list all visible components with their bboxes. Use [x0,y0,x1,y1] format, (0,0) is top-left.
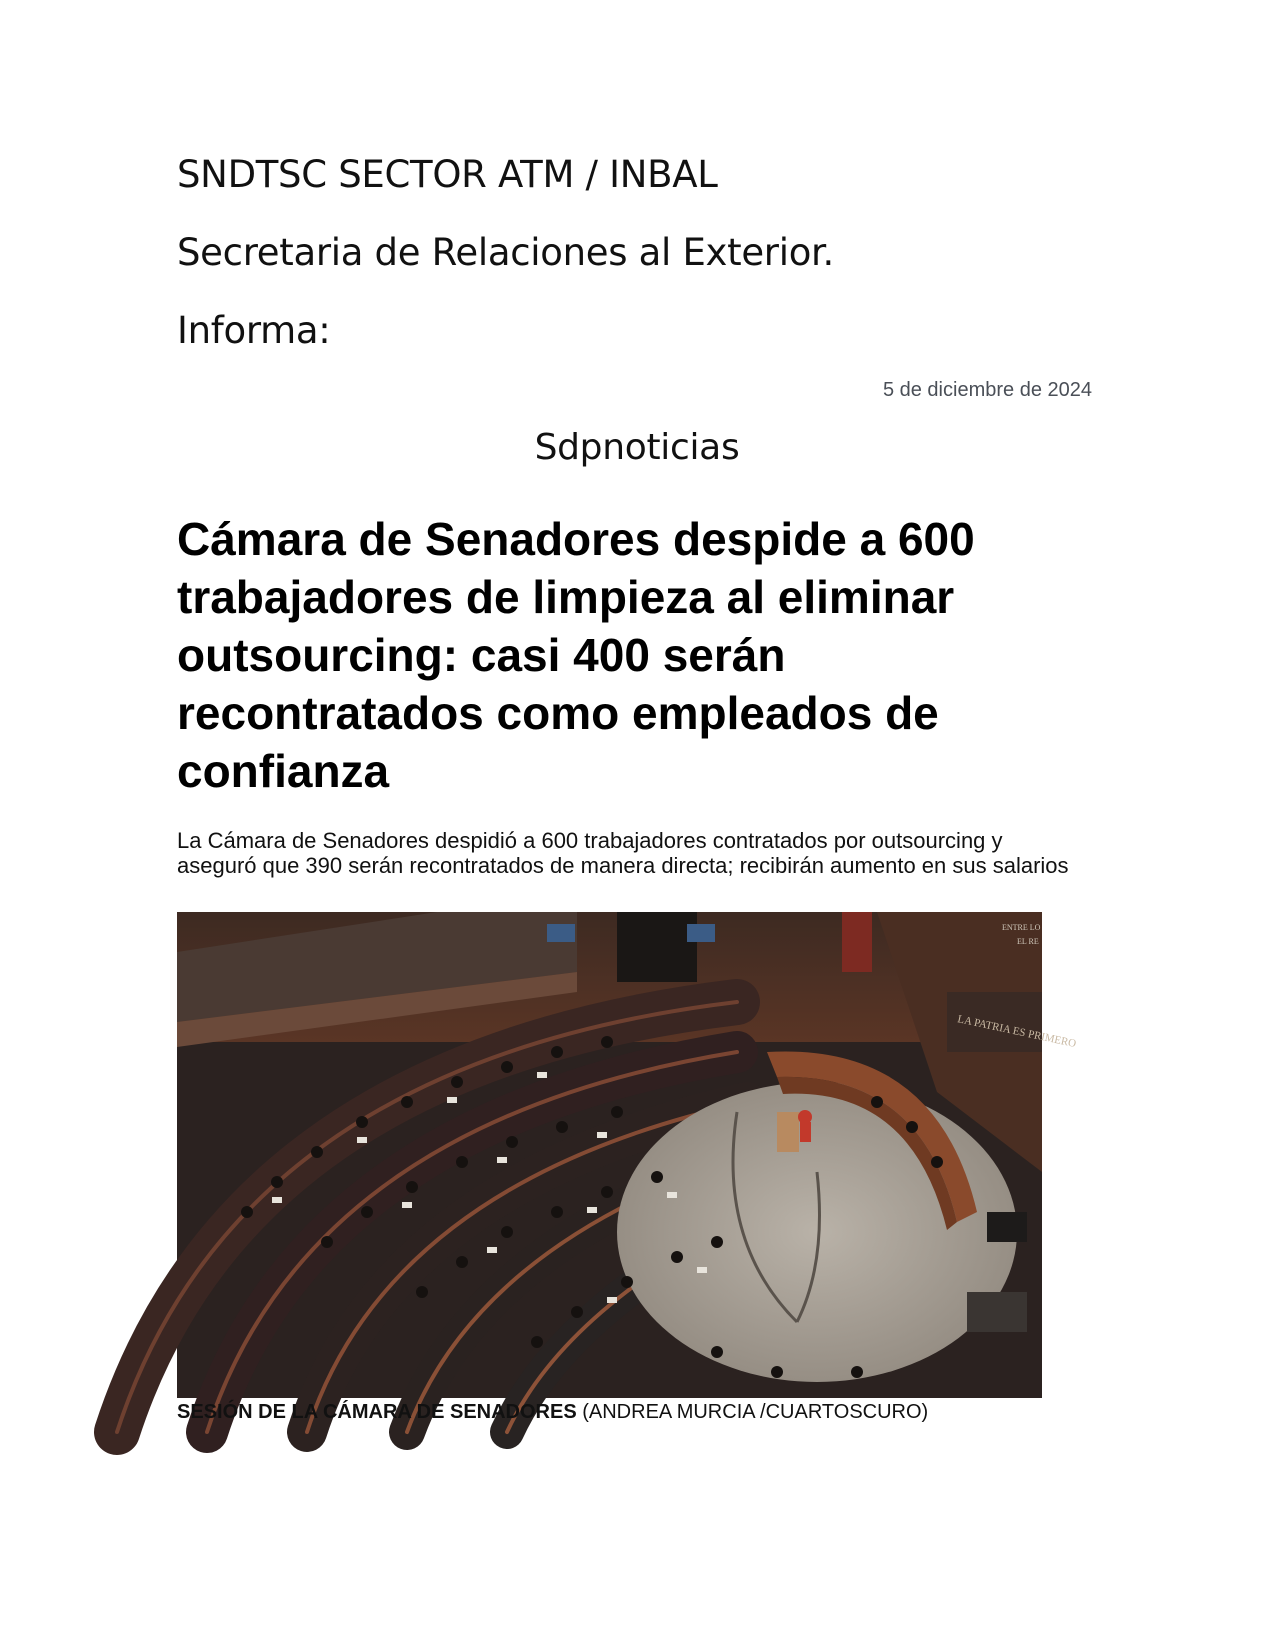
svg-text:EL RE: EL RE [1017,937,1039,946]
article-summary: La Cámara de Senadores despidió a 600 trabajadores contratados por outsourcing y aseguró que 390 serán recontratados de manera directa; recibirán aumento en sus salarios [177,828,1069,878]
corner-inscription: ENTRE LO [1002,923,1041,932]
org-heading: SNDTSC SECTOR ATM / INBAL [177,153,718,196]
senate-chamber-photo [177,912,1078,1398]
informa-label: Informa: [177,309,331,352]
wall-inscription: LA PATRIA ES PRIMERO [956,1013,1078,1051]
caption-credit: (ANDREA MURCIA /CUARTOSCURO) [582,1401,929,1423]
news-source: Sdpnoticias [534,427,740,468]
photo-caption [177,1401,1077,1424]
department-heading: Secretaria de Relaciones al Exterior. [177,231,835,274]
caption-title: SESIÓN DE LA CÁMARA DE SENADORES [177,1401,577,1423]
article-date: 5 de diciembre de 2024 [882,379,1092,401]
article-headline: Cámara de Senadores despide a 600 trabajadores de limpieza al eliminar outsourcing: casi 400 serán recontratados como empleados de confianza [177,513,975,797]
